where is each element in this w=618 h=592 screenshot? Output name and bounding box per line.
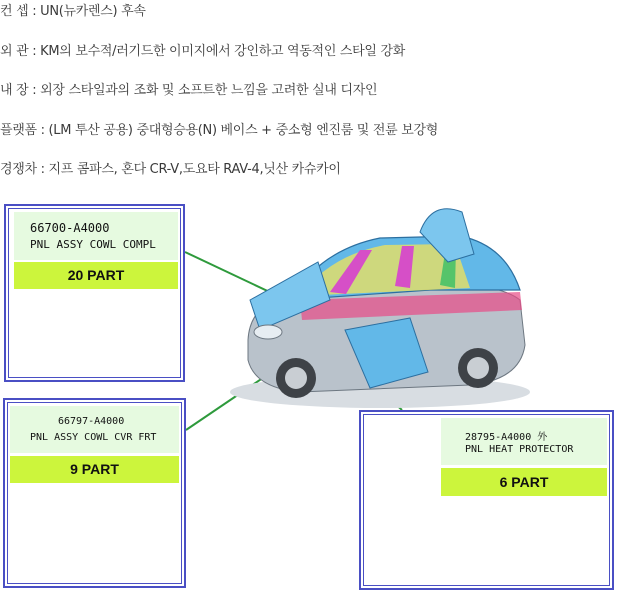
- cowl-cvr-part-number: 66797-A4000: [58, 416, 125, 427]
- cowl-panel: [4, 204, 185, 382]
- heat-protector-part-number: 28795-A4000 外: [465, 432, 548, 443]
- cowl-part-name: PNL ASSY COWL COMPL: [30, 238, 156, 251]
- heat-protector-part-name: PNL HEAT PROTECTOR: [465, 444, 574, 455]
- heat-protector-panel: [359, 410, 614, 590]
- spec-interior: 내 장 : 외장 스타일과의 조화 및 소프트한 느낌을 고려한 실내 디자인: [0, 83, 378, 98]
- cowl-part-count: 20 PART: [14, 262, 178, 289]
- spec-competitors: 경쟁차 : 지프 콤파스, 혼다 CR-V,도요타 RAV-4,닛산 카슈카이: [0, 162, 341, 177]
- cowl-cvr-part-count: 9 PART: [10, 456, 179, 483]
- spec-concept: 컨 셉 : UN(뉴카렌스) 후속: [0, 4, 146, 19]
- spec-platform: 플랫폼 : (LM 투산 공용) 중대형승용(N) 베이스 + 중소형 엔진룸 및 전륜 보강형: [0, 123, 439, 138]
- cowl-code-box: [14, 212, 178, 260]
- cowl-part-number: 66700-A4000: [30, 221, 110, 235]
- cowl-cvr-part-name: PNL ASSY COWL CVR FRT: [30, 432, 157, 443]
- heat-protector-code-box: [441, 418, 607, 465]
- spec-exterior: 외 관 : KM의 보수적/러기드한 이미지에서 강인하고 역동적인 스타일 강화: [0, 44, 406, 59]
- cowl-cvr-code-box: [10, 406, 179, 453]
- cowl-cvr-panel: [3, 398, 186, 588]
- heat-protector-part-count: 6 PART: [441, 468, 607, 496]
